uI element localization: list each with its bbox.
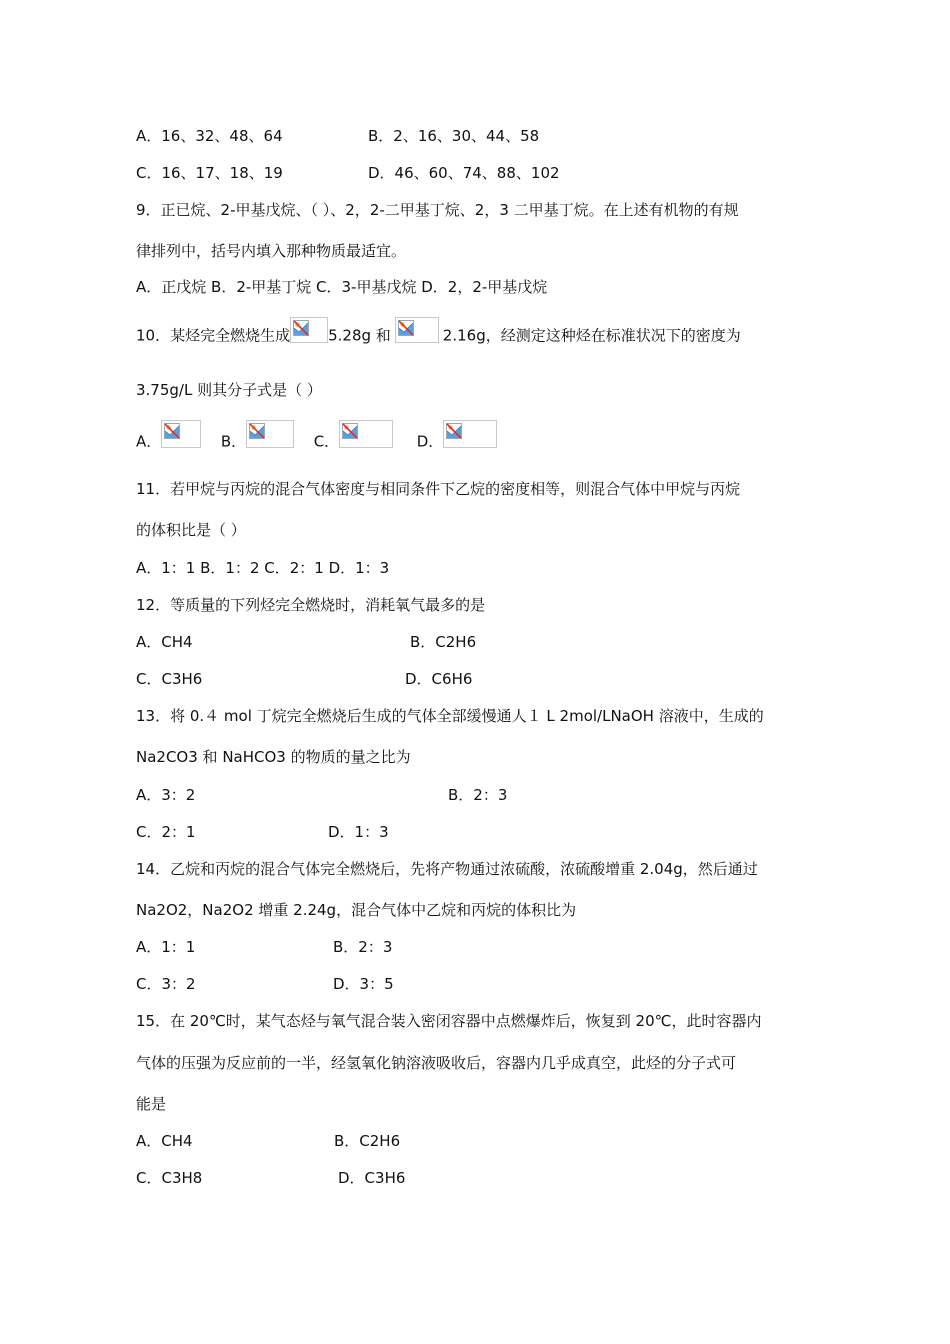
q8-option-c: C．16、17、18、19 [136,164,283,182]
broken-image-glyph-icon [342,423,358,439]
q13-stem-line1: 13．将 0.４ mol 丁烷完全燃烧后生成的气体全部缓慢通人１ L 2mol/LNaOH 溶液中，生成的 [136,707,764,725]
q12-option-c: C．C3H6 [136,670,203,688]
q8-option-b: B．2、16、30、44、58 [368,127,540,145]
q13-option-c: C．2：1 [136,823,196,841]
q15-option-d: D．C3H6 [338,1169,406,1187]
q14-option-c: C．3：2 [136,975,196,993]
q15-option-c: C．C3H8 [136,1169,203,1187]
q14-option-d: D．3：5 [333,975,394,993]
q15-stem-line1: 15．在 20℃时，某气态烃与氧气混合装入密闭容器中点燃爆炸后，恢复到 20℃，此时容器内 [136,1012,762,1030]
q10-option-a: A． [136,432,162,451]
q15-option-a: A．CH4 [136,1132,193,1150]
broken-image-icon [443,420,497,448]
q9-stem-line2: 律排列中，括号内填入那种物质最适宜。 [136,242,407,260]
broken-image-glyph-icon [398,320,414,336]
q10-stem-line2: 3.75g/L 则其分子式是（ ） [136,381,322,399]
broken-image-glyph-icon [164,423,180,439]
q10-stem-part2: 5.28g 和 [328,326,391,345]
broken-image-glyph-icon [293,320,309,336]
q12-stem: 12．等质量的下列烃完全燃烧时，消耗氧气最多的是 [136,596,486,614]
q10-option-c: C． [313,432,340,451]
broken-image-icon [290,317,328,343]
q12-option-d: D．C6H6 [405,670,473,688]
broken-image-glyph-icon [446,423,462,439]
broken-image-icon [395,317,439,343]
q13-option-b: B．2：3 [448,786,508,804]
q15-stem-line2: 气体的压强为反应前的一半，经氢氧化钠溶液吸收后，容器内几乎成真空，此烃的分子式可 [136,1054,737,1072]
q8-option-a: A．16、32、48、64 [136,127,283,145]
q10-stem-part1: 10．某烃完全燃烧生成 [136,326,291,345]
q10-option-d: D． [416,432,444,451]
broken-image-glyph-icon [249,423,265,439]
broken-image-icon [246,420,294,448]
q15-option-b: B．C2H6 [334,1132,401,1150]
q9-options: A．正戊烷 B．2-甲基丁烷 C．3-甲基戊烷 D．2，2-甲基戊烷 [136,278,548,296]
q11-stem-line1: 11．若甲烷与丙烷的混合气体密度与相同条件下乙烷的密度相等，则混合气体中甲烷与丙烷 [136,480,741,498]
q13-stem-line2: Na2CO3 和 NaHCO3 的物质的量之比为 [136,748,411,766]
q8-option-d: D．46、60、74、88、102 [368,164,560,182]
q14-option-b: B．2：3 [333,938,393,956]
q9-stem-line1: 9．正已烷、2-甲基戊烷、（ ）、2，2-二甲基丁烷、2，3 二甲基丁烷。在上述有机物的有规 [136,201,739,219]
q14-stem-line1: 14．乙烷和丙烷的混合气体完全燃烧后，先将产物通过浓硫酸，浓硫酸增重 2.04g，然后通过 [136,860,758,878]
q10-option-b: B． [220,432,247,451]
q10-stem-part3: 2.16g，经测定这种烃在标准状况下的密度为 [442,326,741,345]
q12-option-b: B．C2H6 [410,633,477,651]
q13-option-a: A．3：2 [136,786,196,804]
q11-options: A．1：1 B．1：2 C．2：1 D．1：3 [136,559,390,577]
q10-stem-line1 [136,323,741,349]
q10-options [136,428,497,456]
broken-image-icon [161,420,201,448]
q11-stem-line2: 的体积比是（ ） [136,521,246,539]
q14-stem-line2: Na2O2，Na2O2 增重 2.24g，混合气体中乙烷和丙烷的体积比为 [136,901,577,919]
q14-option-a: A．1：1 [136,938,196,956]
q15-stem-line3: 能是 [136,1095,167,1113]
q13-option-d: D．1：3 [328,823,389,841]
broken-image-icon [339,420,393,448]
q12-option-a: A．CH4 [136,633,193,651]
